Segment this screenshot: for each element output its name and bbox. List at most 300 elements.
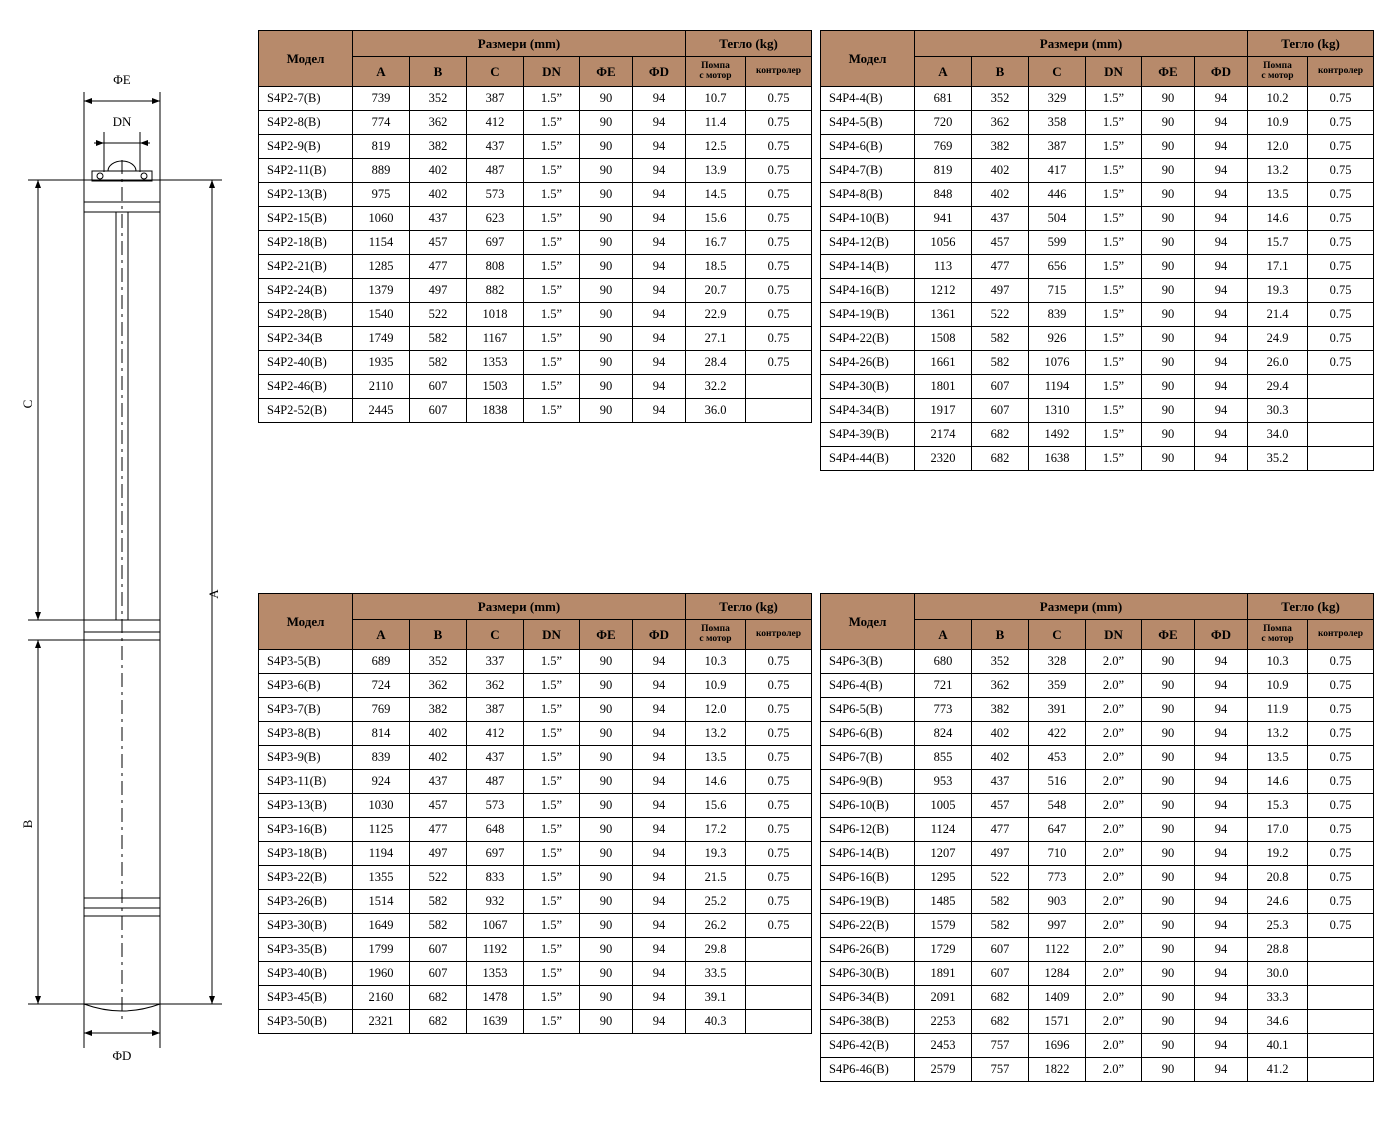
cell-value: 90 (580, 650, 633, 674)
cell-value: 1194 (353, 842, 410, 866)
cell-model: S4P2-7(B) (259, 87, 353, 111)
cell-value: 362 (467, 674, 524, 698)
cell-value: 387 (1029, 135, 1086, 159)
table-row (259, 866, 812, 890)
cell-value: 90 (1142, 746, 1195, 770)
cell-value: 94 (633, 87, 686, 111)
cell-value: 1.5” (1086, 111, 1142, 135)
cell-value: 1638 (1029, 447, 1086, 471)
cell-model: S4P4-22(B) (821, 327, 915, 351)
table-row (259, 207, 812, 231)
cell-model: S4P3-50(B) (259, 1010, 353, 1034)
cell-value: 90 (1142, 650, 1195, 674)
cell-value: 94 (633, 818, 686, 842)
cell-value: 607 (410, 962, 467, 986)
cell-value: 94 (633, 794, 686, 818)
cell-value: 40.1 (1248, 1034, 1308, 1058)
cell-value: 11.9 (1248, 698, 1308, 722)
cell-value: 819 (353, 135, 410, 159)
cell-value: 16.7 (686, 231, 746, 255)
table-row (259, 842, 812, 866)
label-fd: ΦD (112, 1048, 132, 1063)
cell-value: 94 (1195, 746, 1248, 770)
cell-value: 1295 (915, 866, 972, 890)
cell-model: S4P6-19(B) (821, 890, 915, 914)
cell-value: 682 (972, 423, 1029, 447)
table-row (821, 842, 1374, 866)
table-row (821, 1010, 1374, 1034)
cell-value (746, 375, 812, 399)
table-row (259, 351, 812, 375)
cell-value: 14.6 (1248, 770, 1308, 794)
cell-value: 90 (1142, 111, 1195, 135)
cell-value: 90 (1142, 375, 1195, 399)
header-controller: контролер (746, 620, 812, 650)
cell-value: 90 (1142, 890, 1195, 914)
table-row (821, 890, 1374, 914)
cell-value: 90 (1142, 842, 1195, 866)
cell-value: 10.9 (686, 674, 746, 698)
cell-value: 582 (972, 914, 1029, 938)
table-row (821, 135, 1374, 159)
cell-value: 352 (972, 87, 1029, 111)
cell-value: 453 (1029, 746, 1086, 770)
cell-value: 391 (1029, 698, 1086, 722)
cell-model: S4P4-14(B) (821, 255, 915, 279)
cell-value: 769 (915, 135, 972, 159)
cell-value: 573 (467, 183, 524, 207)
cell-model: S4P4-6(B) (821, 135, 915, 159)
cell-value: 90 (580, 818, 633, 842)
cell-value: 1.5” (524, 698, 580, 722)
cell-value: 903 (1029, 890, 1086, 914)
cell-value: 94 (633, 303, 686, 327)
cell-value: 2445 (353, 399, 410, 423)
cell-value: 94 (633, 399, 686, 423)
label-fe: ΦE (113, 72, 131, 87)
cell-value: 94 (633, 890, 686, 914)
cell-value: 94 (633, 327, 686, 351)
cell-value: 90 (1142, 303, 1195, 327)
cell-model: S4P3-13(B) (259, 794, 353, 818)
cell-value: 855 (915, 746, 972, 770)
cell-value: 90 (1142, 1010, 1195, 1034)
table-row (259, 1010, 812, 1034)
cell-value: 824 (915, 722, 972, 746)
cell-value: 13.2 (1248, 159, 1308, 183)
header-pump-line2: с мотор (699, 633, 732, 644)
cell-value (1308, 962, 1374, 986)
cell-value: 1353 (467, 351, 524, 375)
cell-value: 769 (353, 698, 410, 722)
cell-model: S4P4-39(B) (821, 423, 915, 447)
cell-model: S4P3-9(B) (259, 746, 353, 770)
cell-value: 680 (915, 650, 972, 674)
cell-value: 2.0” (1086, 674, 1142, 698)
cell-value: 18.5 (686, 255, 746, 279)
cell-value: 94 (633, 351, 686, 375)
cell-value: 10.3 (1248, 650, 1308, 674)
table-row (259, 938, 812, 962)
table-row (821, 207, 1374, 231)
header-weight: Тегло (kg) (686, 594, 812, 620)
cell-value: 94 (1195, 1010, 1248, 1034)
cell-value: 0.75 (1308, 207, 1374, 231)
cell-value: 1125 (353, 818, 410, 842)
cell-value: 25.3 (1248, 914, 1308, 938)
cell-value: 848 (915, 183, 972, 207)
cell-value: 402 (410, 746, 467, 770)
cell-value: 0.75 (1308, 303, 1374, 327)
table-row (821, 159, 1374, 183)
cell-value: 1.5” (524, 842, 580, 866)
cell-value: 90 (580, 303, 633, 327)
cell-value: 33.3 (1248, 986, 1308, 1010)
table-row (821, 375, 1374, 399)
cell-value: 1540 (353, 303, 410, 327)
cell-value: 1.5” (524, 351, 580, 375)
cell-value: 90 (580, 159, 633, 183)
cell-value: 2.0” (1086, 962, 1142, 986)
header-controller: контролер (1308, 57, 1374, 87)
table-row (259, 794, 812, 818)
table-row (821, 87, 1374, 111)
cell-model: S4P6-3(B) (821, 650, 915, 674)
cell-value: 90 (580, 746, 633, 770)
cell-value: 1.5” (524, 207, 580, 231)
cell-value: 1355 (353, 866, 410, 890)
cell-value: 814 (353, 722, 410, 746)
table-row (259, 674, 812, 698)
cell-value: 352 (410, 87, 467, 111)
cell-value: 889 (353, 159, 410, 183)
cell-value: 26.2 (686, 914, 746, 938)
cell-value: 94 (1195, 866, 1248, 890)
cell-value: 819 (915, 159, 972, 183)
cell-value: 2.0” (1086, 842, 1142, 866)
label-a: A (206, 589, 221, 599)
cell-value: 0.75 (1308, 135, 1374, 159)
cell-value: 522 (410, 866, 467, 890)
header-pump-line1: Помпа (1263, 60, 1292, 71)
cell-value: 697 (467, 842, 524, 866)
table-row (259, 135, 812, 159)
cell-value: 682 (972, 1010, 1029, 1034)
cell-value: 0.75 (746, 914, 812, 938)
cell-value: 94 (1195, 279, 1248, 303)
cell-value: 90 (580, 674, 633, 698)
table-row (821, 423, 1374, 447)
cell-value: 94 (1195, 87, 1248, 111)
cell-value: 1.5” (524, 135, 580, 159)
cell-value: 94 (633, 962, 686, 986)
cell-value: 94 (1195, 303, 1248, 327)
cell-value: 94 (1195, 159, 1248, 183)
table-row (821, 674, 1374, 698)
cell-value: 437 (410, 770, 467, 794)
cell-value: 656 (1029, 255, 1086, 279)
cell-value: 1154 (353, 231, 410, 255)
cell-value: 437 (467, 135, 524, 159)
cell-value: 90 (580, 183, 633, 207)
cell-value: 1.5” (1086, 231, 1142, 255)
header-dimensions: Размери (mm) (915, 594, 1248, 620)
cell-value (1308, 399, 1374, 423)
table-row (259, 722, 812, 746)
cell-value: 808 (467, 255, 524, 279)
header-model: Модел (259, 594, 353, 650)
cell-value: 90 (1142, 674, 1195, 698)
cell-value: 41.2 (1248, 1058, 1308, 1082)
cell-value: 1478 (467, 986, 524, 1010)
cell-value: 757 (972, 1034, 1029, 1058)
cell-value: 0.75 (1308, 87, 1374, 111)
cell-value: 0.75 (1308, 722, 1374, 746)
cell-value: 607 (410, 938, 467, 962)
header-fe: ΦE (580, 57, 633, 87)
cell-value: 1194 (1029, 375, 1086, 399)
cell-value: 90 (1142, 255, 1195, 279)
cell-value: 437 (972, 770, 1029, 794)
cell-value: 24.9 (1248, 327, 1308, 351)
cell-value: 94 (1195, 135, 1248, 159)
header-dimensions: Размери (mm) (353, 594, 686, 620)
cell-value: 90 (580, 890, 633, 914)
cell-value: 1.5” (524, 986, 580, 1010)
cell-value: 90 (1142, 351, 1195, 375)
cell-value: 90 (580, 135, 633, 159)
cell-value: 34.6 (1248, 1010, 1308, 1034)
cell-value: 2253 (915, 1010, 972, 1034)
cell-value: 90 (1142, 87, 1195, 111)
cell-value: 1056 (915, 231, 972, 255)
table-row (821, 1058, 1374, 1082)
cell-value: 2.0” (1086, 1010, 1142, 1034)
header-model: Модел (259, 31, 353, 87)
header-dn: DN (1086, 57, 1142, 87)
cell-value: 647 (1029, 818, 1086, 842)
cell-value: 724 (353, 674, 410, 698)
cell-value: 2321 (353, 1010, 410, 1034)
cell-value: 1018 (467, 303, 524, 327)
cell-value: 382 (410, 135, 467, 159)
cell-value: 94 (1195, 1058, 1248, 1082)
table-row (259, 183, 812, 207)
cell-value: 0.75 (746, 866, 812, 890)
cell-value: 39.1 (686, 986, 746, 1010)
cell-value: 12.5 (686, 135, 746, 159)
cell-value: 13.9 (686, 159, 746, 183)
cell-value: 1.5” (524, 399, 580, 423)
cell-value: 1571 (1029, 1010, 1086, 1034)
header-dn: DN (524, 57, 580, 87)
cell-value: 1.5” (524, 111, 580, 135)
cell-model: S4P4-5(B) (821, 111, 915, 135)
cell-value: 94 (633, 375, 686, 399)
cell-model: S4P2-24(B) (259, 279, 353, 303)
cell-model: S4P3-45(B) (259, 986, 353, 1010)
cell-value: 1067 (467, 914, 524, 938)
cell-value: 94 (1195, 650, 1248, 674)
cell-value: 997 (1029, 914, 1086, 938)
cell-value: 446 (1029, 183, 1086, 207)
cell-value: 1.5” (524, 279, 580, 303)
cell-value: 582 (972, 351, 1029, 375)
header-model: Модел (821, 31, 915, 87)
cell-value: 13.5 (1248, 746, 1308, 770)
cell-value: 0.75 (746, 327, 812, 351)
header-a: A (915, 620, 972, 650)
cell-value (1308, 423, 1374, 447)
cell-value: 1.5” (1086, 87, 1142, 111)
cell-value: 926 (1029, 327, 1086, 351)
cell-value: 1.5” (524, 674, 580, 698)
cell-model: S4P6-22(B) (821, 914, 915, 938)
cell-value: 437 (972, 207, 1029, 231)
cell-value: 94 (633, 255, 686, 279)
cell-value: 953 (915, 770, 972, 794)
cell-value: 0.75 (1308, 183, 1374, 207)
cell-value: 0.75 (746, 87, 812, 111)
cell-value: 94 (1195, 770, 1248, 794)
cell-value: 1822 (1029, 1058, 1086, 1082)
cell-value: 94 (1195, 842, 1248, 866)
cell-value: 721 (915, 674, 972, 698)
cell-value (746, 962, 812, 986)
cell-model: S4P2-34(B (259, 327, 353, 351)
header-weight: Тегло (kg) (686, 31, 812, 57)
cell-model: S4P4-30(B) (821, 375, 915, 399)
cell-value: 710 (1029, 842, 1086, 866)
cell-value: 1.5” (524, 890, 580, 914)
cell-value: 94 (633, 1010, 686, 1034)
cell-value: 90 (580, 207, 633, 231)
cell-model: S4P6-14(B) (821, 842, 915, 866)
table-row (259, 698, 812, 722)
header-dn: DN (524, 620, 580, 650)
cell-value: 382 (972, 135, 1029, 159)
cell-value: 1005 (915, 794, 972, 818)
header-dn: DN (1086, 620, 1142, 650)
cell-value: 33.5 (686, 962, 746, 986)
cell-value: 773 (1029, 866, 1086, 890)
cell-value: 94 (1195, 962, 1248, 986)
table-row (821, 351, 1374, 375)
header-b: B (410, 57, 467, 87)
table-row (821, 746, 1374, 770)
cell-value: 1.5” (524, 375, 580, 399)
cell-value: 358 (1029, 111, 1086, 135)
cell-model: S4P3-8(B) (259, 722, 353, 746)
cell-value: 94 (1195, 375, 1248, 399)
cell-value: 548 (1029, 794, 1086, 818)
cell-model: S4P3-30(B) (259, 914, 353, 938)
cell-value: 0.75 (1308, 842, 1374, 866)
cell-value: 94 (1195, 111, 1248, 135)
header-controller: контролер (746, 57, 812, 87)
cell-value: 599 (1029, 231, 1086, 255)
table-row (259, 746, 812, 770)
header-dimensions: Размери (mm) (353, 31, 686, 57)
spec-table-s4p4 (820, 30, 1374, 471)
cell-value: 0.75 (1308, 914, 1374, 938)
cell-value: 2.0” (1086, 770, 1142, 794)
cell-model: S4P4-26(B) (821, 351, 915, 375)
cell-value: 497 (410, 842, 467, 866)
cell-value: 387 (467, 698, 524, 722)
cell-value: 14.6 (686, 770, 746, 794)
cell-value: 2.0” (1086, 722, 1142, 746)
cell-value: 412 (467, 722, 524, 746)
cell-value: 739 (353, 87, 410, 111)
cell-value: 1.5” (1086, 135, 1142, 159)
cell-value: 90 (580, 938, 633, 962)
cell-value: 402 (410, 722, 467, 746)
cell-model: S4P6-16(B) (821, 866, 915, 890)
table-row (821, 1034, 1374, 1058)
cell-value: 1.5” (1086, 279, 1142, 303)
cell-value: 682 (972, 447, 1029, 471)
cell-value: 1.5” (524, 159, 580, 183)
table-row (259, 159, 812, 183)
cell-value (1308, 938, 1374, 962)
cell-value: 522 (972, 303, 1029, 327)
cell-value: 0.75 (746, 207, 812, 231)
cell-value: 90 (580, 842, 633, 866)
cell-value: 24.6 (1248, 890, 1308, 914)
cell-value: 1.5” (1086, 423, 1142, 447)
header-c: C (467, 620, 524, 650)
cell-value: 1.5” (524, 231, 580, 255)
cell-value: 94 (1195, 722, 1248, 746)
cell-value: 17.2 (686, 818, 746, 842)
table-row (821, 279, 1374, 303)
cell-value: 19.3 (686, 842, 746, 866)
cell-value: 14.6 (1248, 207, 1308, 231)
spec-table-s4p2 (258, 30, 812, 423)
cell-value: 28.8 (1248, 938, 1308, 962)
cell-value: 90 (580, 231, 633, 255)
header-pump-line1: Помпа (701, 60, 730, 71)
cell-value: 94 (1195, 794, 1248, 818)
table-row (259, 986, 812, 1010)
table-row (821, 327, 1374, 351)
table-row (821, 111, 1374, 135)
cell-model: S4P4-7(B) (821, 159, 915, 183)
cell-value: 1801 (915, 375, 972, 399)
table-wrap-s4p6 (820, 593, 1374, 1082)
cell-value: 90 (1142, 1034, 1195, 1058)
cell-value: 1838 (467, 399, 524, 423)
header-weight: Тегло (kg) (1248, 31, 1374, 57)
cell-model: S4P2-52(B) (259, 399, 353, 423)
table-row (821, 914, 1374, 938)
cell-value: 94 (633, 111, 686, 135)
cell-value: 648 (467, 818, 524, 842)
cell-value: 1492 (1029, 423, 1086, 447)
cell-value: 402 (972, 722, 1029, 746)
cell-model: S4P3-35(B) (259, 938, 353, 962)
cell-model: S4P6-9(B) (821, 770, 915, 794)
cell-value: 0.75 (746, 722, 812, 746)
cell-value: 362 (972, 674, 1029, 698)
cell-value: 2.0” (1086, 1058, 1142, 1082)
table-row (259, 962, 812, 986)
table-row (821, 722, 1374, 746)
cell-value: 2.0” (1086, 890, 1142, 914)
cell-model: S4P6-46(B) (821, 1058, 915, 1082)
header-a: A (353, 620, 410, 650)
